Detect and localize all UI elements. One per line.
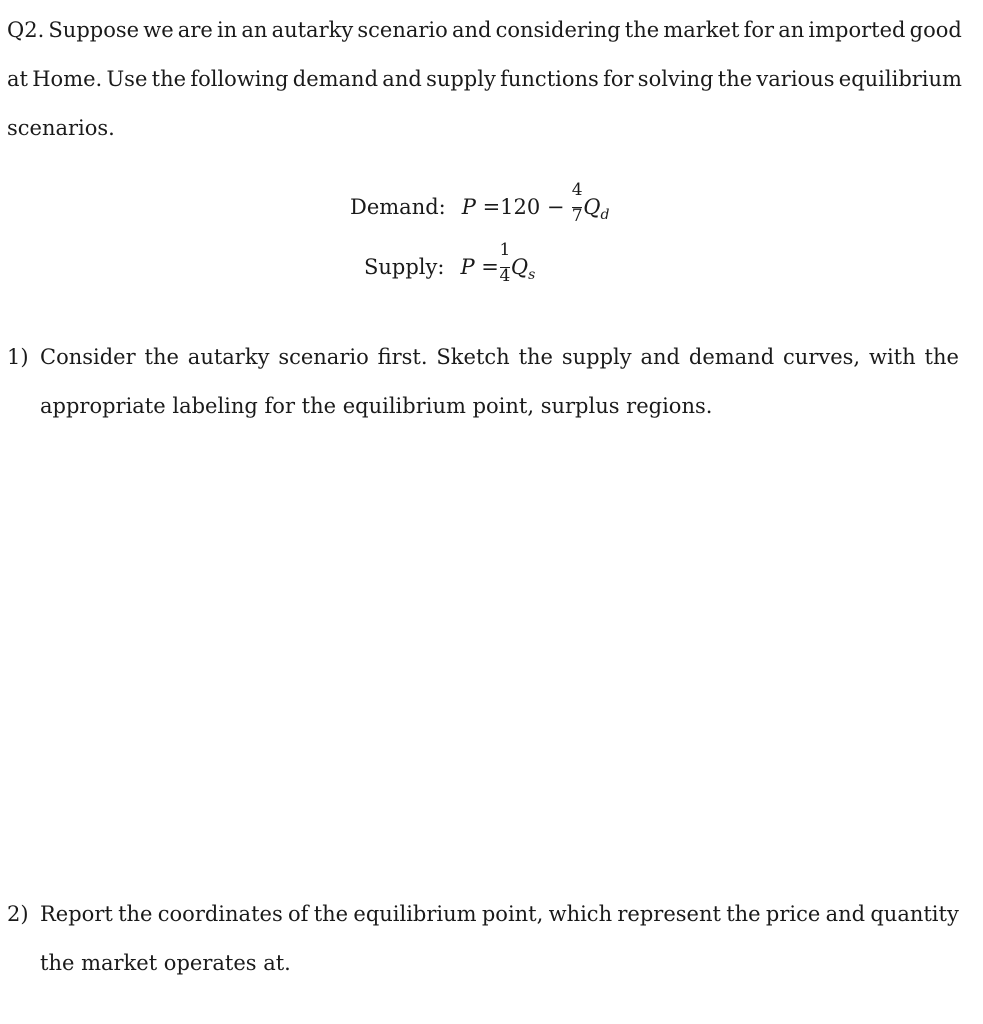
word: equilibrium: [353, 902, 477, 926]
word: the: [313, 902, 349, 926]
word: solving: [637, 67, 714, 91]
demand-frac-denominator: 7: [571, 206, 583, 226]
word: and: [382, 67, 422, 91]
demand-quantity-sub: d: [600, 207, 610, 223]
question-2-line-1: [40, 890, 959, 939]
word: market: [663, 18, 740, 42]
word: various: [756, 67, 835, 91]
word: first.: [377, 345, 428, 369]
demand-frac-numerator: 4: [571, 180, 583, 200]
word: the: [624, 18, 660, 42]
word: for: [743, 18, 775, 42]
supply-equation: [364, 240, 536, 286]
demand-fraction: [571, 180, 583, 226]
question-2-line-2: the market operates at.: [40, 951, 291, 975]
word: for: [603, 67, 634, 91]
word: and: [451, 18, 492, 42]
word: the: [726, 902, 761, 926]
word: demand: [292, 67, 379, 91]
word: price: [765, 902, 821, 926]
question-2-number: 2): [7, 902, 29, 926]
word: and: [640, 345, 680, 369]
question-1-number: 1): [7, 345, 29, 369]
word: the: [144, 345, 179, 369]
question-1-line-2: appropriate labeling for the equilibrium point, surplus regions.: [40, 394, 713, 418]
word: the: [151, 67, 187, 91]
word: scenario: [278, 345, 369, 369]
word: represent: [617, 902, 721, 926]
word: the: [924, 345, 959, 369]
word: following: [190, 67, 289, 91]
word: curves,: [783, 345, 861, 369]
word: imported: [808, 18, 906, 42]
word: Suppose: [48, 18, 140, 42]
word: good: [909, 18, 962, 42]
word: we: [143, 18, 174, 42]
word: the: [717, 67, 753, 91]
word: the: [118, 902, 153, 926]
word: Report: [40, 902, 113, 926]
word: coordinates: [157, 902, 283, 926]
word: in: [216, 18, 238, 42]
demand-equation: [350, 180, 610, 226]
word: supply: [561, 345, 632, 369]
supply-lhs: P: [460, 255, 475, 279]
word: quantity: [870, 902, 959, 926]
word: functions: [500, 67, 599, 91]
demand-lhs: P: [461, 195, 476, 219]
word: with: [868, 345, 916, 369]
question-intro: [7, 6, 962, 153]
word: and: [825, 902, 866, 926]
word: Sketch: [436, 345, 510, 369]
demand-quantity-var: Q: [583, 195, 601, 219]
word: Consider: [40, 345, 136, 369]
supply-quantity-var: Q: [510, 255, 529, 279]
word: supply: [426, 67, 496, 91]
word: considering: [495, 18, 621, 42]
supply-frac-denominator: 4: [499, 266, 511, 286]
word: at: [7, 67, 28, 91]
word: are: [177, 18, 213, 42]
supply-fraction: [499, 240, 511, 286]
question-1-line-1: [40, 333, 959, 382]
question-1: [7, 333, 959, 431]
word: Home.: [32, 67, 103, 91]
intro-line-1: [7, 6, 962, 55]
supply-quantity-sub: s: [528, 267, 536, 283]
word: which: [548, 902, 613, 926]
word: autarky: [187, 345, 270, 369]
word: the: [518, 345, 553, 369]
intro-line-2: [7, 55, 962, 104]
demand-label: Demand:: [350, 195, 446, 219]
word: an: [778, 18, 805, 42]
supply-frac-numerator: 1: [499, 240, 511, 260]
word: Use: [106, 67, 148, 91]
word: demand: [688, 345, 775, 369]
word: equilibrium: [838, 67, 962, 91]
supply-label: Supply:: [364, 255, 445, 279]
word: Q2.: [7, 18, 45, 42]
word: an: [241, 18, 268, 42]
word: point,: [481, 902, 544, 926]
word: autarky: [271, 18, 354, 42]
intro-line-3: scenarios.: [7, 116, 115, 140]
word: scenario: [357, 18, 448, 42]
word: of: [288, 902, 309, 926]
demand-rhs-prefix: =120 −: [482, 195, 565, 219]
supply-rhs-prefix: =: [481, 255, 499, 279]
question-2: [7, 890, 959, 988]
